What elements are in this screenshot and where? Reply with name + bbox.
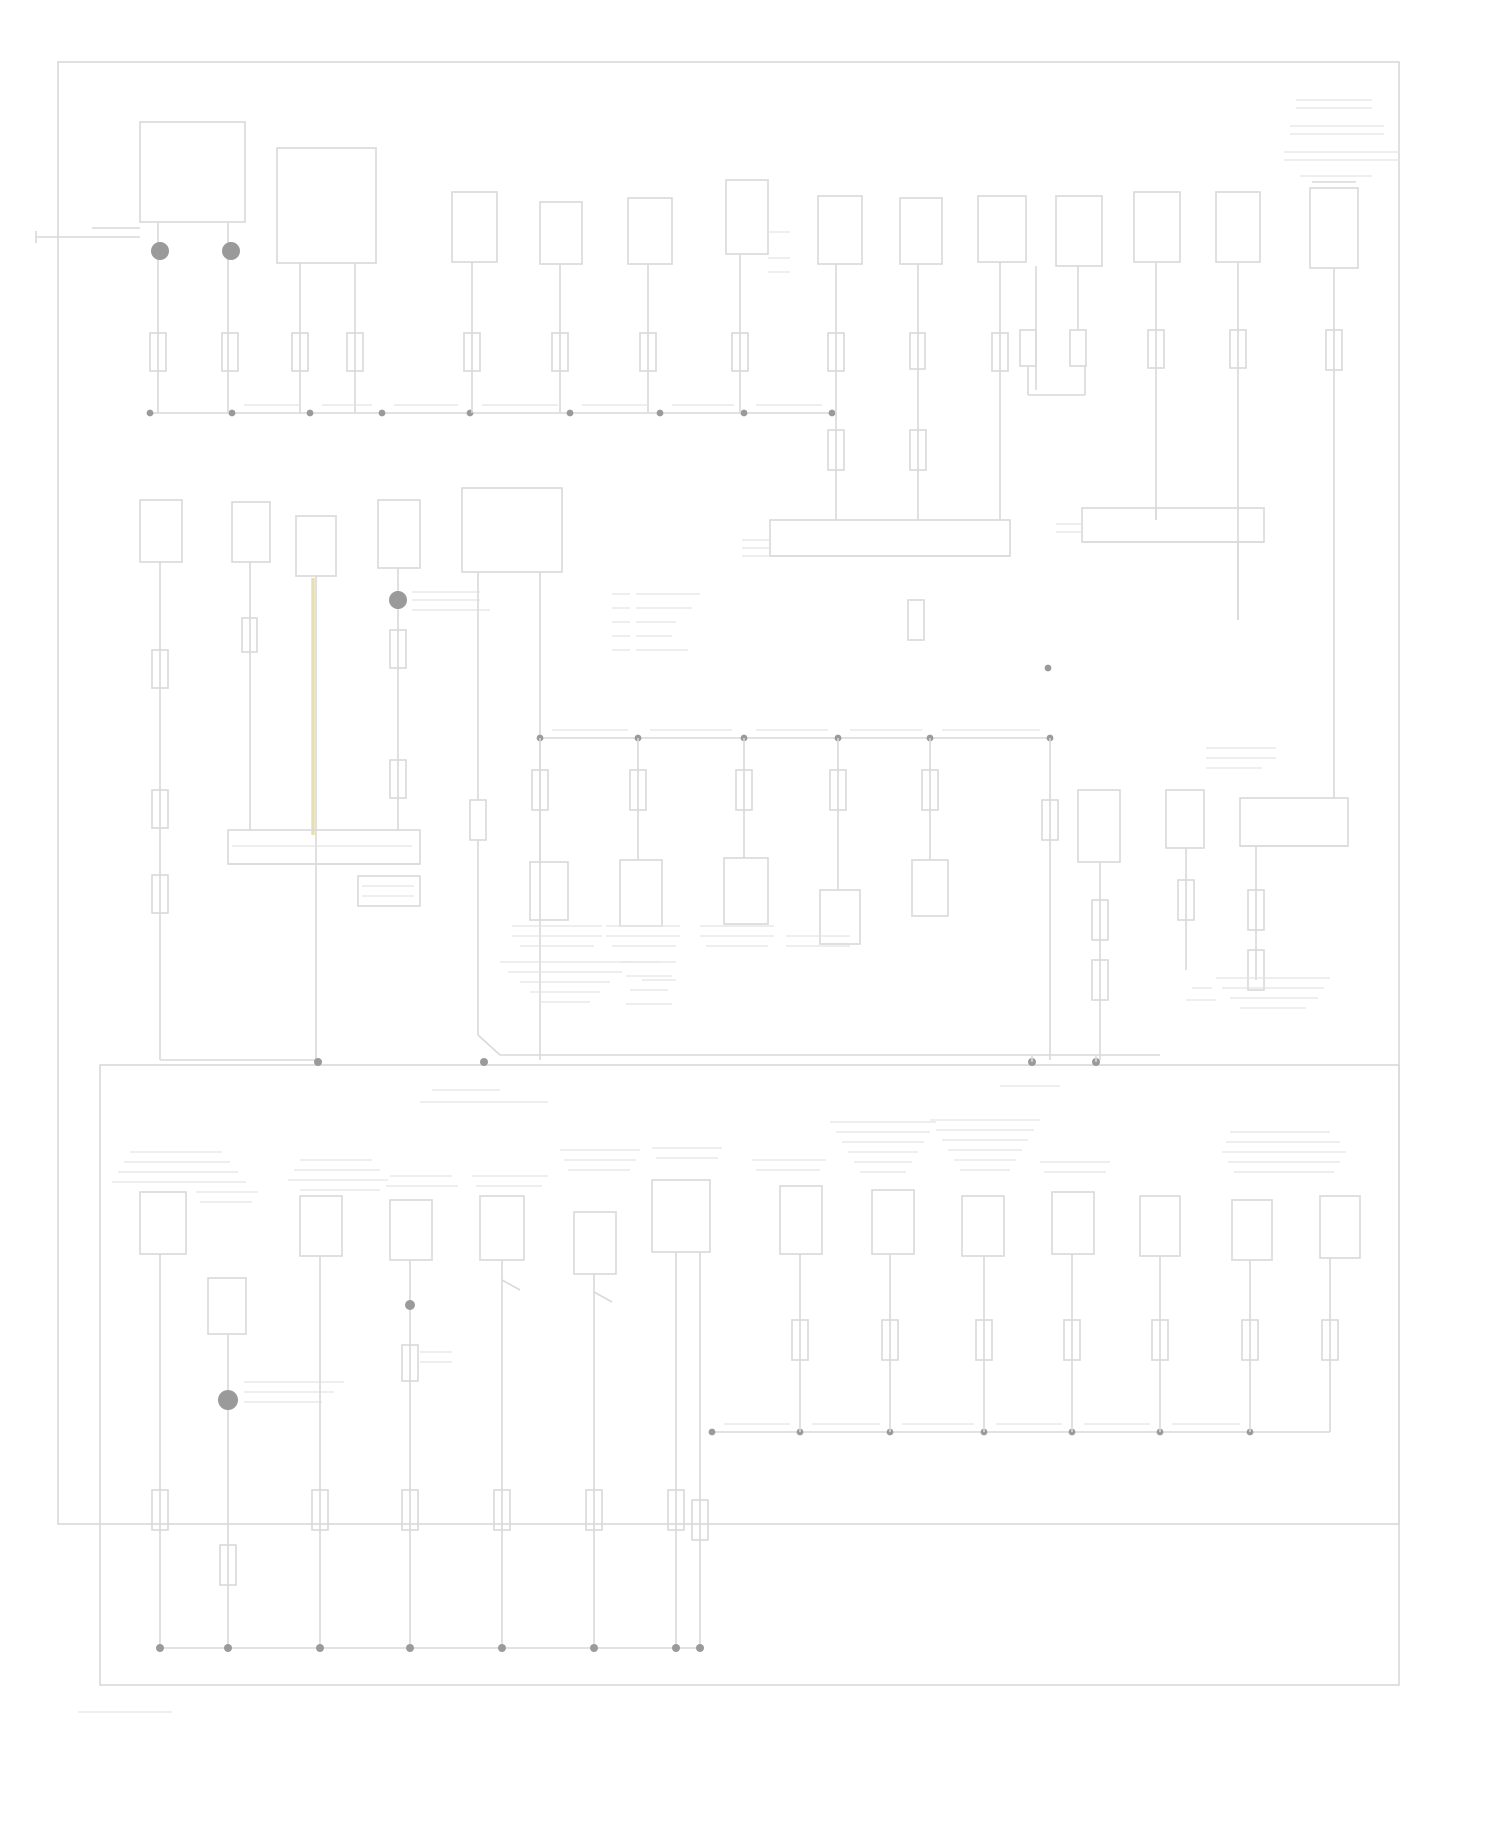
ground-distribution-label	[420, 1086, 1060, 1102]
lower-section-border	[100, 1065, 1399, 1685]
top-right-label-block	[1284, 100, 1400, 176]
center-connector-a	[742, 413, 1010, 640]
mid-right-modules	[1078, 700, 1348, 1060]
page-border	[58, 62, 1399, 1524]
fan-label-a	[500, 962, 630, 1002]
bus-label-ticks	[244, 405, 1240, 1424]
fan-label-b	[1186, 978, 1330, 1008]
center-connector-b	[1056, 508, 1264, 620]
legend-block	[612, 594, 700, 650]
mid-left-connector	[228, 830, 420, 906]
bottom-label-bands	[112, 1120, 1346, 1202]
